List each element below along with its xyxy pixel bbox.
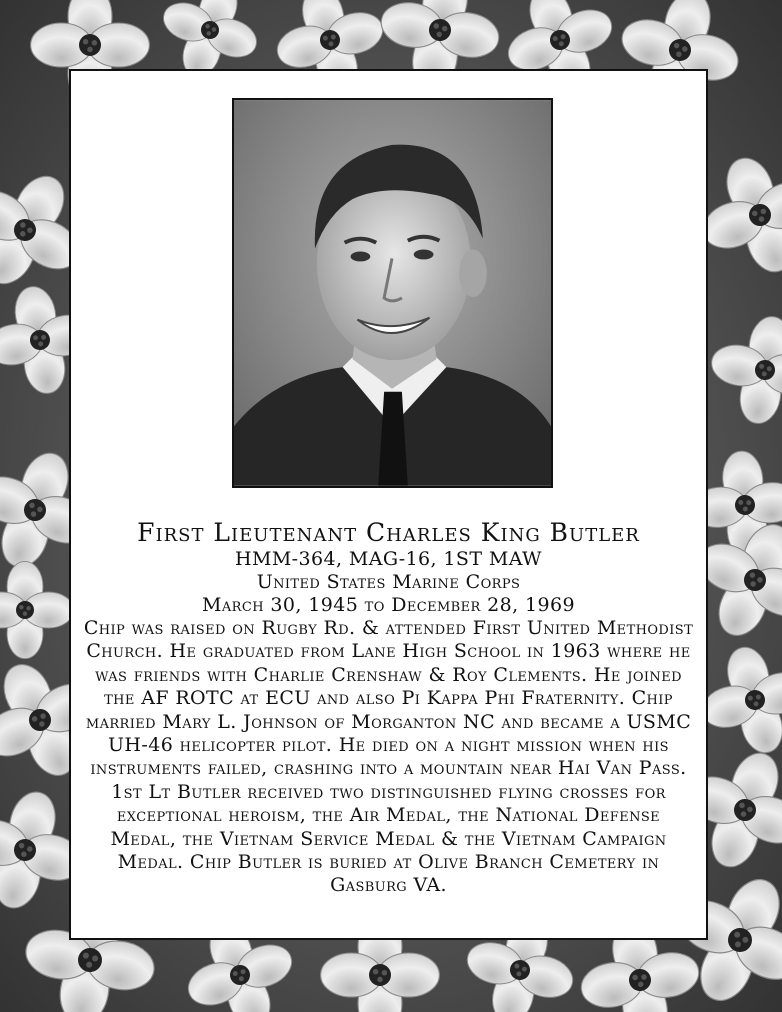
memorial-panel [69, 69, 708, 940]
memorial-branch: United States Marine Corps [256, 571, 521, 593]
memorial-unit: HMM-364, MAG-16, 1ST MAW [235, 548, 542, 570]
memorial-name: First Lieutenant Charles King Butler [137, 518, 640, 547]
memorial-text [83, 518, 694, 898]
memorial-dates: March 30, 1945 to December 28, 1969 [202, 594, 575, 616]
portrait-photo [232, 98, 553, 488]
memorial-biography: Chip was raised on Rugby Rd. & attended First United Methodist Church. He graduated from Lane High School in 1963 where he was friends with Charlie Crenshaw & Roy Clements. He joined the AF ROTC at ECU and also Pi Kappa Phi Fraternity. Chip married Mary L. Johnson of Morganton NC and became a USMC UH-46 helicopter pilot. He died on a night mission when his instruments failed, crashing into a mountain near Hai Van Pass. 1st Lt Butler received two distinguished flying crosses for exceptional heroism, the Air Medal, the National Defense Medal, the Vietnam Service Medal & the Vietnam Campaign Medal. Chip Butler is buried at Olive Branch Cemetery in Gasburg VA. [83, 617, 694, 897]
portrait-icon [234, 100, 551, 486]
